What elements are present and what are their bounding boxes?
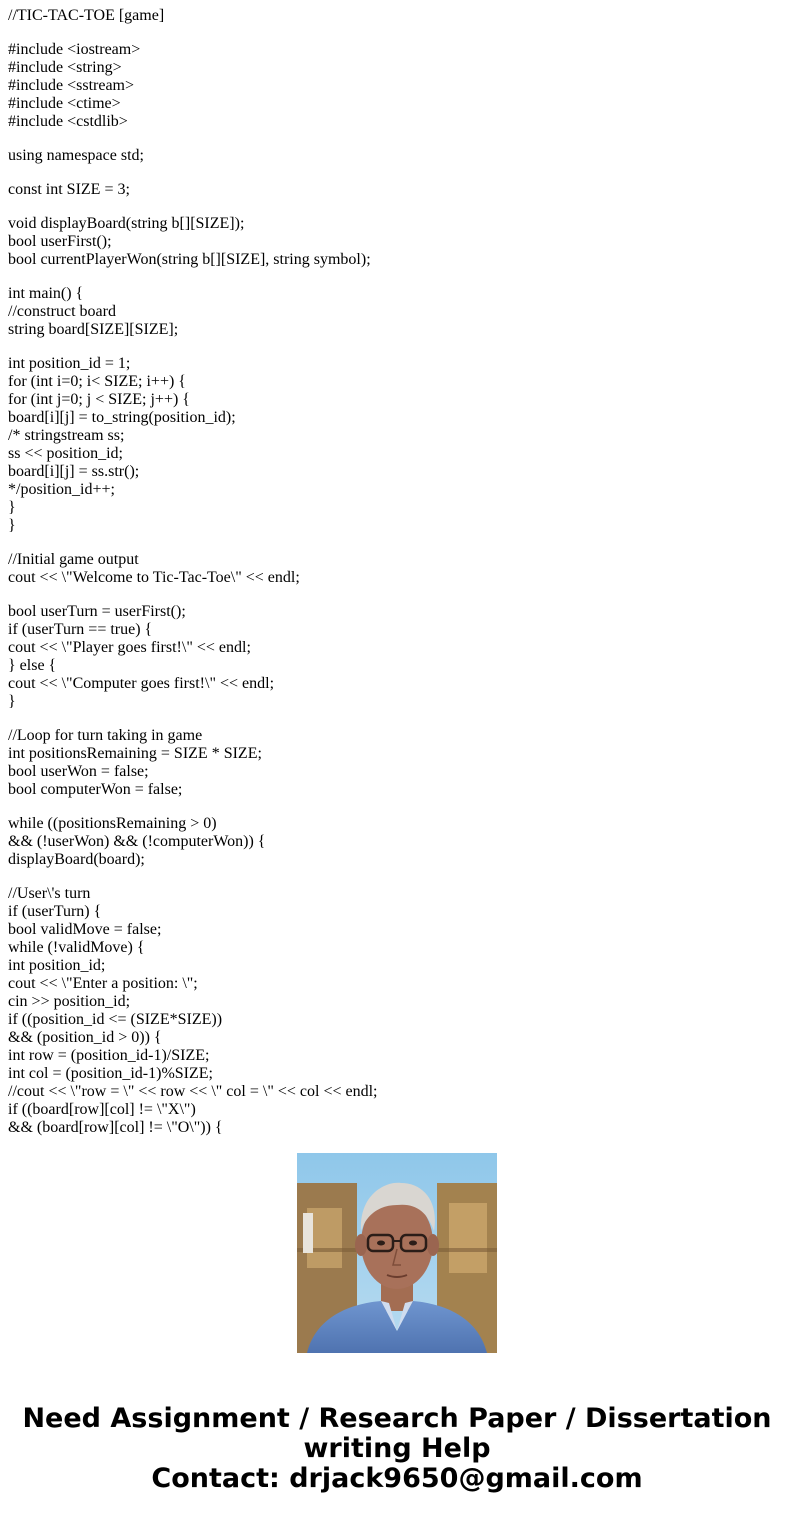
code-line: displayBoard(board); bbox=[8, 851, 145, 868]
code-line: while ((positionsRemaining > 0) bbox=[8, 815, 217, 832]
code-line: && (board[row][col] != \"O\")) { bbox=[8, 1119, 223, 1136]
code-paragraph bbox=[8, 885, 788, 1137]
code-line: ss << position_id; bbox=[8, 445, 123, 462]
promo-banner bbox=[0, 1404, 794, 1494]
code-paragraph bbox=[8, 215, 788, 269]
code-paragraph bbox=[8, 285, 788, 339]
code-line: #include <ctime> bbox=[8, 95, 121, 112]
author-photo bbox=[297, 1153, 497, 1353]
code-line: void displayBoard(string b[][SIZE]); bbox=[8, 215, 245, 232]
code-line: if ((board[row][col] != \"X\") bbox=[8, 1101, 196, 1118]
code-line: #include <sstream> bbox=[8, 77, 135, 94]
code-line: #include <iostream> bbox=[8, 41, 141, 58]
code-line: #include <string> bbox=[8, 59, 122, 76]
code-line: if ((position_id <= (SIZE*SIZE)) bbox=[8, 1011, 223, 1028]
promo-line-2: writing Help bbox=[303, 1433, 491, 1464]
code-line: if (userTurn == true) { bbox=[8, 621, 153, 638]
promo-contact: Contact: drjack9650@gmail.com bbox=[151, 1463, 643, 1494]
code-paragraph bbox=[8, 181, 788, 199]
code-line: const int SIZE = 3; bbox=[8, 181, 130, 198]
code-line: using namespace std; bbox=[8, 147, 144, 164]
code-line: } else { bbox=[8, 657, 57, 674]
code-line: for (int i=0; i< SIZE; i++) { bbox=[8, 373, 186, 390]
code-line: } bbox=[8, 693, 16, 710]
code-line: //construct board bbox=[8, 303, 116, 320]
code-line: */position_id++; bbox=[8, 481, 115, 498]
code-paragraph bbox=[8, 355, 788, 535]
code-line: } bbox=[8, 499, 16, 516]
code-line: bool computerWon = false; bbox=[8, 781, 183, 798]
code-listing bbox=[8, 7, 788, 1136]
code-line: bool userFirst(); bbox=[8, 233, 112, 250]
code-line: cout << \"Enter a position: \"; bbox=[8, 975, 198, 992]
author-avatar bbox=[297, 1153, 497, 1353]
code-line: //Loop for turn taking in game bbox=[8, 727, 203, 744]
code-line: for (int j=0; j < SIZE; j++) { bbox=[8, 391, 190, 408]
code-paragraph bbox=[8, 603, 788, 711]
code-line: cout << \"Welcome to Tic-Tac-Toe\" << endl; bbox=[8, 569, 300, 586]
code-line: cin >> position_id; bbox=[8, 993, 131, 1010]
code-line: //cout << \"row = \" << row << \" col = \" << col << endl; bbox=[8, 1083, 378, 1100]
code-line: //User\'s turn bbox=[8, 885, 91, 902]
code-line: int position_id; bbox=[8, 957, 106, 974]
code-line: string board[SIZE][SIZE]; bbox=[8, 321, 179, 338]
code-paragraph bbox=[8, 727, 788, 799]
code-line: bool currentPlayerWon(string b[][SIZE], string symbol); bbox=[8, 251, 371, 268]
code-paragraph bbox=[8, 7, 788, 25]
code-line: bool validMove = false; bbox=[8, 921, 162, 938]
code-line: /* stringstream ss; bbox=[8, 427, 125, 444]
code-paragraph bbox=[8, 815, 788, 869]
code-line: #include <cstdlib> bbox=[8, 113, 128, 130]
code-line: board[i][j] = ss.str(); bbox=[8, 463, 140, 480]
code-line: && (!userWon) && (!computerWon)) { bbox=[8, 833, 266, 850]
code-paragraph bbox=[8, 147, 788, 165]
code-line: bool userWon = false; bbox=[8, 763, 149, 780]
promo-line-1: Need Assignment / Research Paper / Dissertation bbox=[22, 1403, 772, 1434]
code-line: } bbox=[8, 517, 16, 534]
code-paragraph bbox=[8, 551, 788, 587]
code-line: int positionsRemaining = SIZE * SIZE; bbox=[8, 745, 262, 762]
code-line: board[i][j] = to_string(position_id); bbox=[8, 409, 236, 426]
code-line: int row = (position_id-1)/SIZE; bbox=[8, 1047, 210, 1064]
code-line: while (!validMove) { bbox=[8, 939, 145, 956]
code-line: if (userTurn) { bbox=[8, 903, 102, 920]
code-line: //Initial game output bbox=[8, 551, 139, 568]
code-line: && (position_id > 0)) { bbox=[8, 1029, 162, 1046]
code-line: cout << \"Player goes first!\" << endl; bbox=[8, 639, 251, 656]
code-line: bool userTurn = userFirst(); bbox=[8, 603, 186, 620]
code-line: cout << \"Computer goes first!\" << endl; bbox=[8, 675, 275, 692]
code-line: int main() { bbox=[8, 285, 84, 302]
code-line: //TIC-TAC-TOE [game] bbox=[8, 7, 165, 24]
code-line: int col = (position_id-1)%SIZE; bbox=[8, 1065, 213, 1082]
code-paragraph bbox=[8, 41, 788, 131]
code-line: int position_id = 1; bbox=[8, 355, 131, 372]
